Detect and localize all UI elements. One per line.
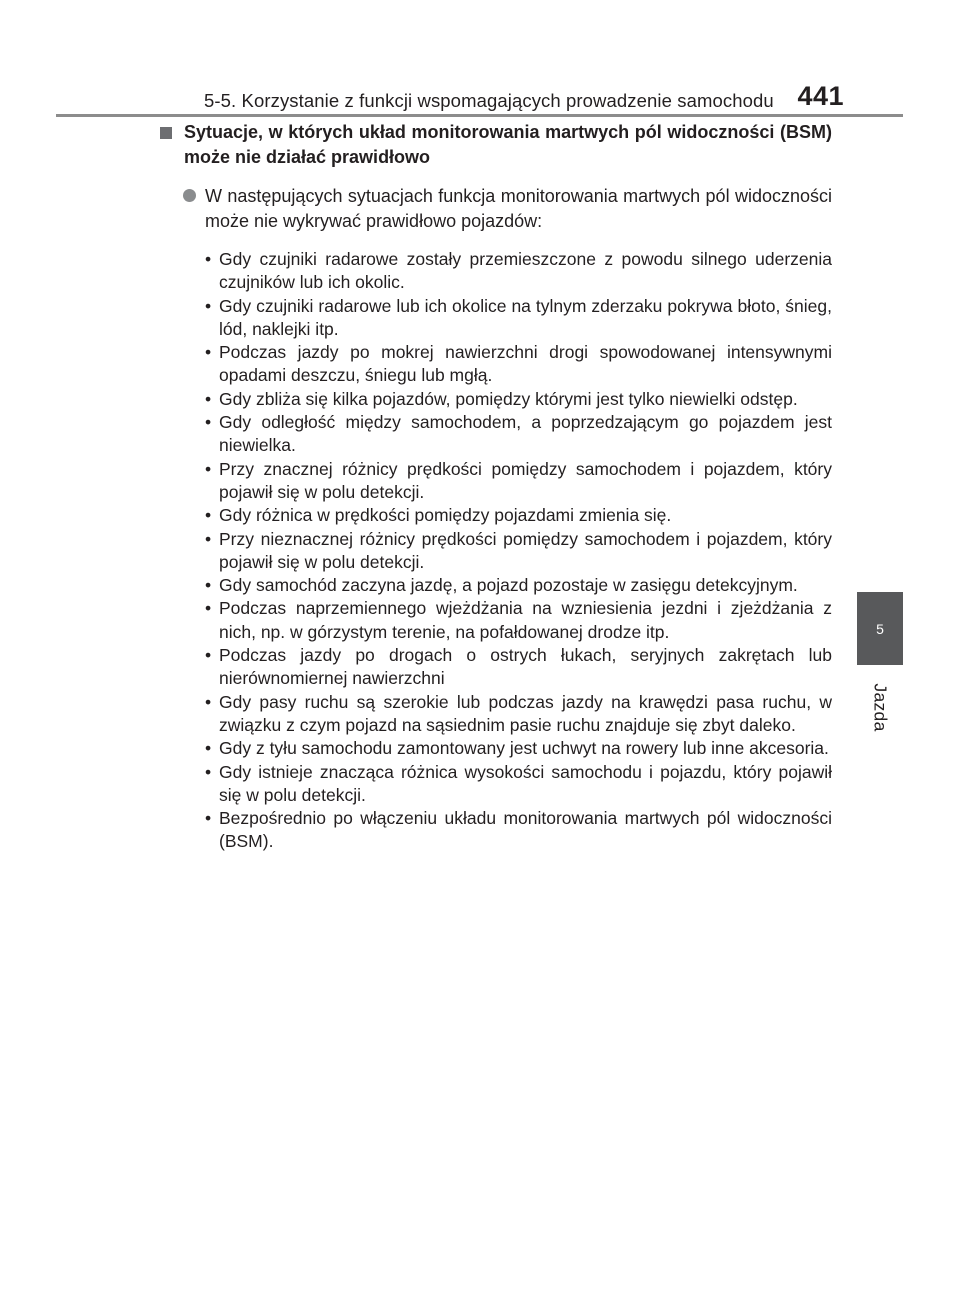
list-item: • Gdy czujniki radarowe lub ich okolice na tylnym zderzaku pokrywa błoto, śnieg, lód, naklejki itp. [205,295,832,342]
list-item: • Gdy czujniki radarowe zostały przemieszczone z powodu silnego uderzenia czujników lub ich okolic. [205,248,832,295]
list-item: • Bezpośrednio po włączeniu układu monitorowania martwych pól widoczności (BSM). [205,807,832,854]
chapter-tab-number: 5 [876,620,884,637]
list-item: • Gdy zbliża się kilka pojazdów, pomiędzy którymi jest tylko niewielki odstęp. [205,388,832,411]
circle-bullet-icon [183,189,196,202]
list-item: • Podczas jazdy po drogach o ostrych łukach, seryjnych zakrętach lub nierównomiernej nawierzchni [205,644,832,691]
list-item: • Podczas jazdy po mokrej nawierzchni drogi spowodowanej intensywnymi opadami deszczu, śniegu lub mgłą. [205,341,832,388]
chapter-tab-label: Jazda [870,682,891,732]
list-item: • Gdy różnica w prędkości pomiędzy pojazdami zmienia się. [205,504,832,527]
chapter-tab [857,592,903,665]
intro-paragraph [160,184,832,234]
square-bullet-icon [160,127,172,139]
list-item: • Przy nieznacznej różnicy prędkości pomiędzy samochodem i pojazdem, który pojawił się w polu detekcji. [205,528,832,575]
header-divider [56,114,903,117]
list-item: • Gdy z tyłu samochodu zamontowany jest uchwyt na rowery lub inne akcesoria. [205,737,832,760]
chapter-title: 5-5. Korzystanie z funkcji wspomagających prowadzenie samochodu [204,90,774,111]
page-header [204,78,844,112]
page-number: 441 [797,81,844,111]
list-item: • Gdy odległość między samochodem, a poprzedzającym go pojazdem jest niewielka. [205,411,832,458]
list-item: • Gdy pasy ruchu są szerokie lub podczas jazdy na krawędzi pasa ruchu, w związku z czym pojazd na sąsiednim pasie ruchu znajduje się zbyt daleko. [205,691,832,738]
list-item: • Gdy istnieje znacząca różnica wysokości samochodu i pojazdu, który pojawił się w polu detekcji. [205,761,832,808]
list-item: • Podczas naprzemiennego wjeżdżania na wzniesienia jezdni i zjeżdżania z nich, np. w górzystym terenie, na pofałdowanej drodze itp. [205,597,832,644]
section-heading-text: Sytuacje, w których układ monitorowania martwych pól widoczności (BSM) może nie działać prawidłowo [184,122,832,167]
section-heading [160,120,832,170]
list-item: • Gdy samochód zaczyna jazdę, a pojazd pozostaje w zasięgu detekcyjnym. [205,574,832,597]
page-content [160,120,832,854]
condition-list [160,248,832,854]
chapter-tab-label-container [857,672,903,742]
list-item: • Przy znacznej różnicy prędkości pomiędzy samochodem i pojazdem, który pojawił się w polu detekcji. [205,458,832,505]
intro-text: W następujących sytuacjach funkcja monitorowania martwych pól widoczności może nie wykrywać prawidłowo pojazdów: [205,186,832,231]
